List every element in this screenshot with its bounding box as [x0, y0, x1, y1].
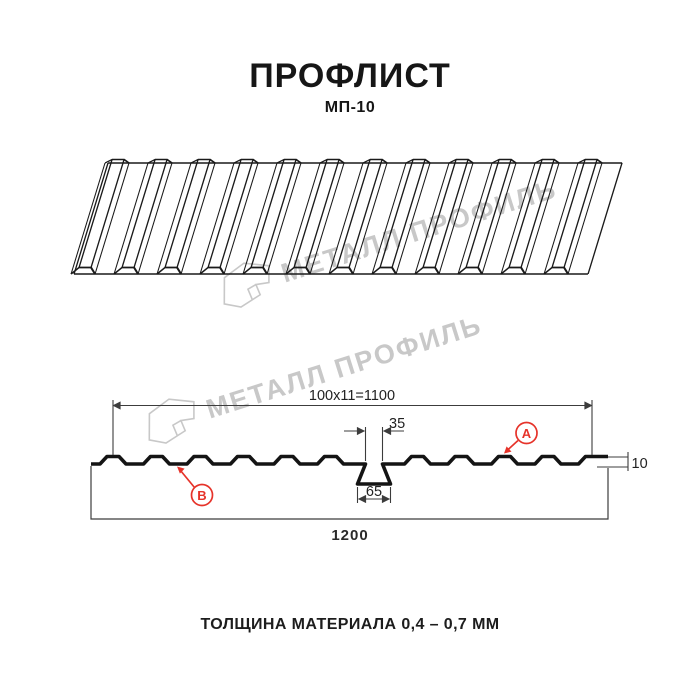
watermark-middle	[139, 303, 486, 448]
dim-pitch-lines	[113, 400, 592, 455]
dim-rib-bottom-label: 65	[365, 484, 383, 500]
profile-model-subtitle: МП-10	[324, 99, 376, 116]
dim-pitch-label: 100x11=1100	[308, 388, 396, 404]
material-thickness-caption: ТОЛЩИНА МАТЕРИАЛА 0,4 – 0,7 ММ	[200, 616, 500, 633]
dim-rib-top-label: 35	[389, 416, 406, 432]
overall-width-box	[91, 466, 608, 519]
callout-b-letter: B	[197, 487, 207, 503]
dim-rib-top-lines	[344, 427, 404, 461]
callout-b-marker	[177, 467, 213, 506]
dim-overall-label: 1200	[331, 527, 369, 544]
cross-section-diagram	[91, 388, 648, 544]
dim-height-label: 10	[631, 456, 648, 472]
callout-a-marker	[504, 423, 537, 454]
cross-section-profile-line	[91, 457, 608, 485]
page-title: ПРОФЛИСТ	[249, 57, 451, 95]
callout-a-letter: A	[521, 425, 532, 441]
